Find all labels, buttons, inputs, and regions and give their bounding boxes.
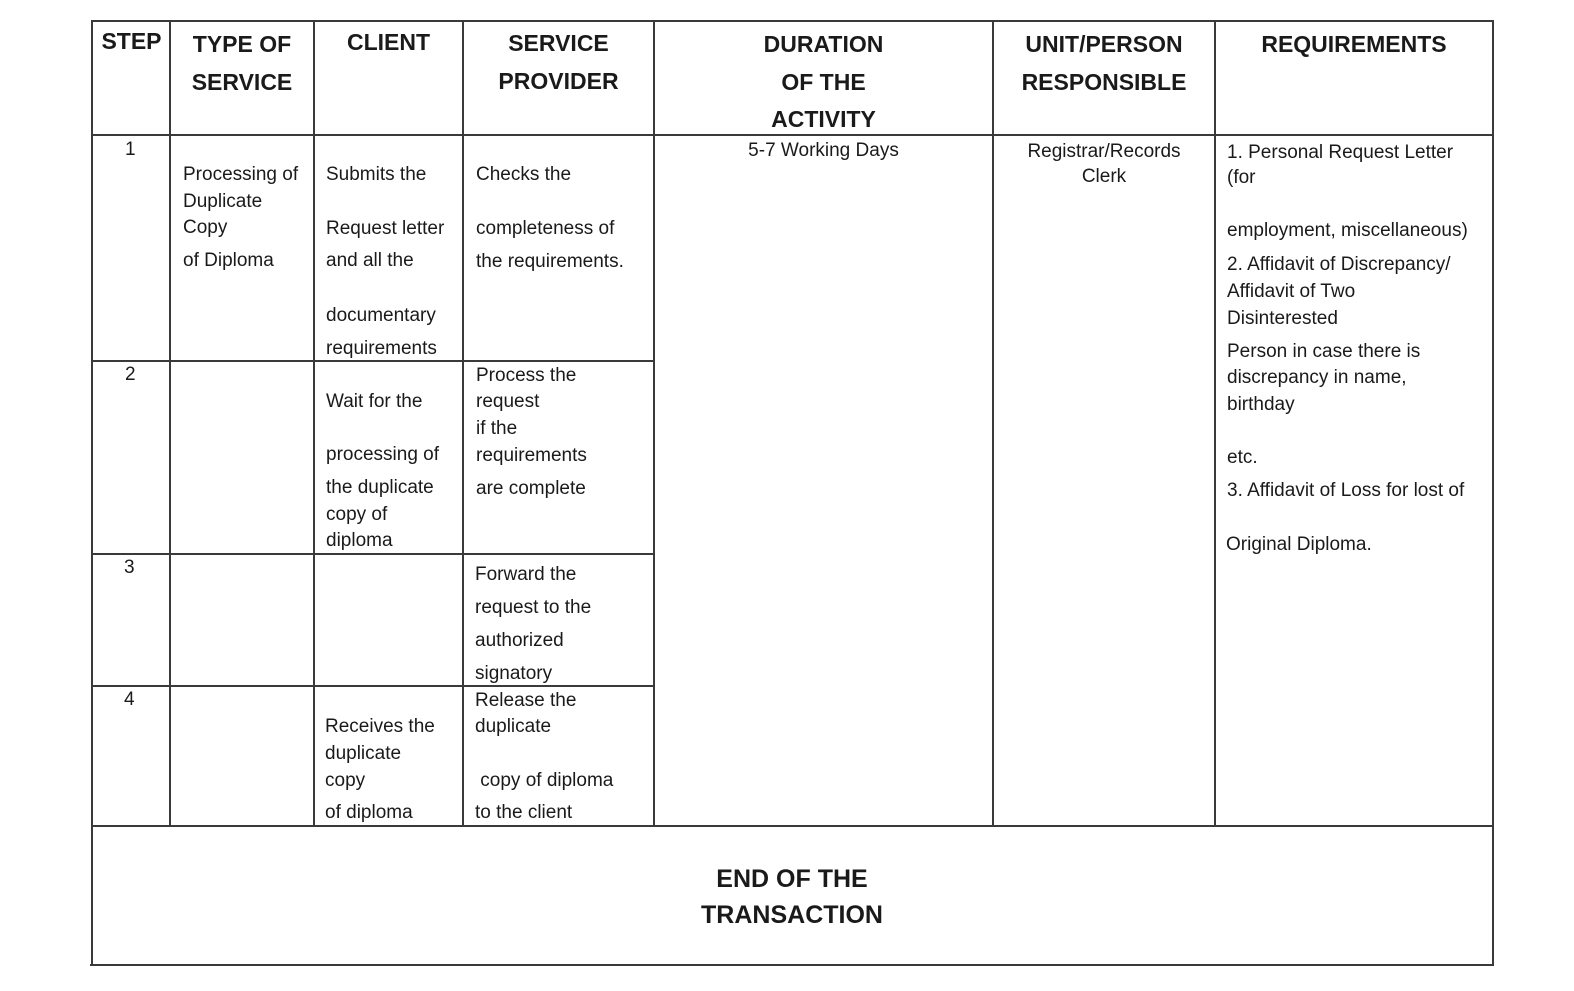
client-text: and all the [326, 250, 414, 271]
table-top-border [92, 20, 1494, 22]
client-text: Submits the [326, 164, 427, 185]
provider-text: are complete [476, 478, 586, 499]
header-type-of-service-line1: TYPE OF [192, 31, 292, 57]
client-text: the duplicate [326, 477, 434, 498]
client-text: duplicate [325, 743, 402, 764]
col-divider-unit [1214, 20, 1216, 827]
step-number: 3 [124, 557, 135, 578]
header-client: CLIENT [346, 29, 431, 55]
provider-text: request [476, 391, 540, 412]
provider-text: signatory [475, 663, 553, 684]
unit-text: Registrar/Records [1027, 141, 1181, 162]
step-number: 1 [125, 139, 136, 160]
header-duration-line3: ACTIVITY [771, 106, 876, 132]
requirements-text: Disinterested [1227, 308, 1338, 329]
type-of-service-text: Duplicate [183, 191, 263, 212]
provider-text: the requirements. [476, 251, 624, 272]
row3-bottom-border [92, 685, 655, 687]
header-unit-line1: UNIT/PERSON [1025, 31, 1183, 57]
row4-bottom-border [91, 825, 1494, 827]
requirements-text: 2. Affidavit of Discrepancy/ [1227, 254, 1451, 275]
requirements-text: discrepancy in name, [1227, 367, 1407, 388]
provider-text: Forward the [475, 564, 577, 585]
provider-text: Process the [476, 365, 577, 386]
type-of-service-text: Copy [183, 217, 228, 238]
table-right-border [1492, 20, 1494, 966]
provider-text: copy of diploma [475, 770, 614, 791]
provider-text: request to the [475, 597, 592, 618]
client-text: requirements [326, 338, 437, 359]
step-number: 4 [124, 689, 135, 710]
requirements-text: birthday [1227, 394, 1295, 415]
header-bottom-border [92, 134, 1494, 136]
client-text: Receives the [325, 716, 435, 737]
client-text: copy of [326, 504, 388, 525]
end-of-transaction-line1: END OF THE [716, 865, 868, 893]
requirements-text: Affidavit of Two [1227, 281, 1356, 302]
header-service-provider-line1: SERVICE [508, 30, 609, 56]
provider-text: duplicate [475, 716, 552, 737]
table-bottom-border [90, 964, 1494, 966]
duration-value: 5-7 Working Days [748, 140, 899, 161]
header-requirements: REQUIREMENTS [1261, 31, 1447, 57]
row1-bottom-border [92, 360, 655, 362]
client-text: copy [325, 770, 366, 791]
header-step: STEP [101, 28, 162, 54]
client-text: processing of [326, 444, 440, 465]
provider-text: Checks the [476, 164, 572, 185]
provider-text: requirements [476, 445, 587, 466]
col-divider-client [462, 20, 464, 827]
client-text: Request letter [326, 218, 445, 239]
provider-text: Release the [475, 690, 577, 711]
requirements-text: 1. Personal Request Letter [1227, 142, 1454, 163]
provider-text: authorized [475, 630, 564, 651]
requirements-text: Person in case there is [1227, 341, 1421, 362]
client-text: of diploma [325, 802, 413, 823]
client-text: documentary [326, 305, 436, 326]
provider-text: if the [476, 418, 518, 439]
requirements-text: employment, miscellaneous) [1227, 220, 1468, 241]
requirements-text: (for [1227, 167, 1256, 188]
type-of-service-text: of Diploma [183, 250, 274, 271]
header-service-provider-line2: PROVIDER [498, 68, 619, 94]
row2-bottom-border [92, 553, 655, 555]
table-left-border [91, 20, 93, 966]
header-type-of-service-line2: SERVICE [191, 69, 293, 95]
client-text: Wait for the [326, 391, 423, 412]
step-number: 2 [125, 364, 136, 385]
requirements-text: Original Diploma. [1226, 534, 1372, 555]
provider-text: completeness of [476, 218, 615, 239]
requirements-text: etc. [1227, 447, 1258, 468]
header-unit-line2: RESPONSIBLE [1021, 69, 1187, 95]
unit-text: Clerk [1081, 166, 1127, 187]
type-of-service-text: Processing of [183, 164, 299, 185]
provider-text: to the client [475, 802, 573, 823]
col-divider-type [313, 20, 315, 827]
header-duration-line2: OF THE [781, 69, 866, 95]
header-duration-line1: DURATION [763, 31, 884, 57]
client-text: diploma [326, 530, 393, 551]
end-of-transaction-line2: TRANSACTION [701, 901, 883, 929]
requirements-text: 3. Affidavit of Loss for lost of [1227, 480, 1465, 501]
col-divider-step [169, 20, 171, 827]
